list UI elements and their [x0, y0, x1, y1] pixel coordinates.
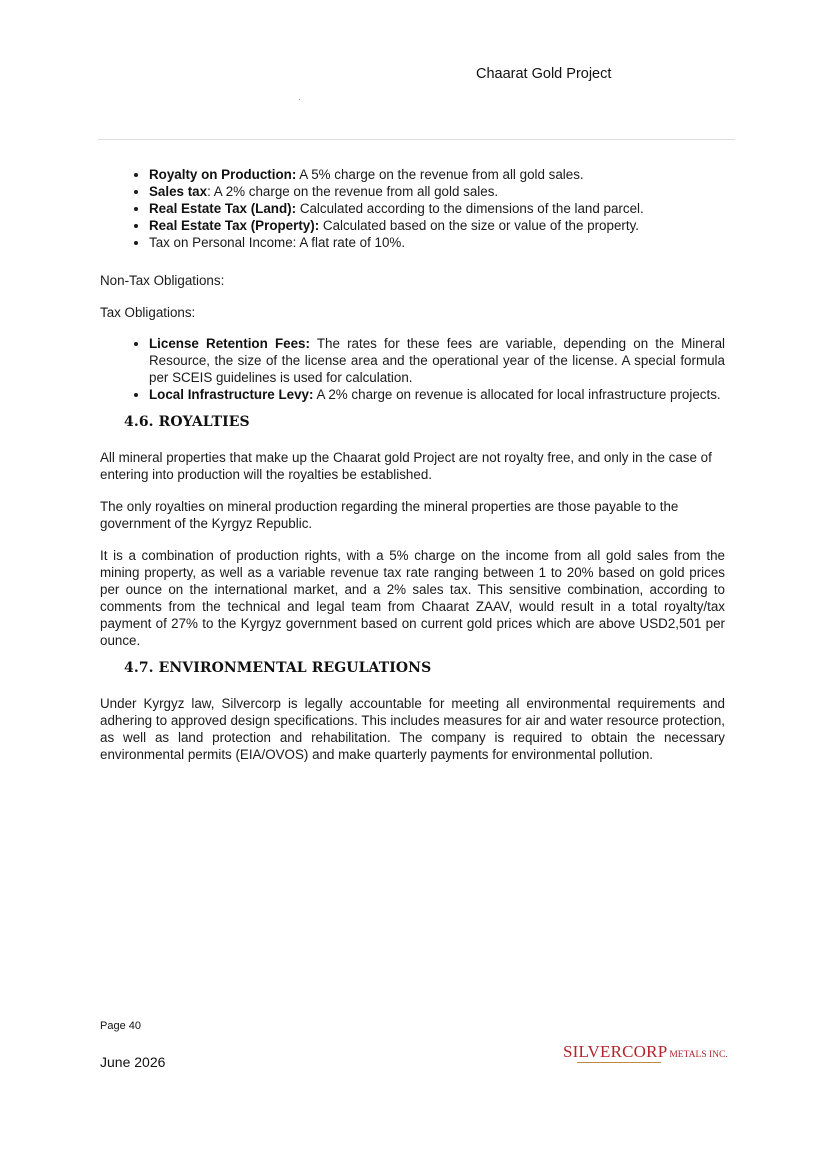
logo-subtitle: METALS INC.: [669, 1050, 728, 1060]
list-item-text: A 2% charge on revenue is allocated for local infrastructure projects.: [313, 387, 721, 402]
list-item-label: Real Estate Tax (Property):: [149, 218, 320, 233]
header-divider: [98, 139, 735, 140]
list-item-label: License Retention Fees:: [149, 336, 310, 351]
royalties-paragraph-2: The only royalties on mineral production regarding the mineral properties are those payable to the government of the Kyrgyz Republic.: [100, 499, 679, 531]
list-item-label: Real Estate Tax (Land):: [149, 201, 297, 216]
list-item-text: Calculated based on the size or value of the property.: [319, 218, 640, 233]
document-date: June 2026: [100, 1054, 166, 1070]
logo-wordmark: SILVERCORP: [563, 1042, 668, 1061]
section-heading-royalties: 4.6. ROYALTIES: [124, 414, 250, 430]
header-title: Chaarat Gold Project: [476, 66, 612, 82]
tax-list-top: [100, 166, 725, 251]
list-item-text: The rates for these fees are variable, depending on the Mineral Resource, the size of the license area and the operational year of the license. A special formula per SCEIS guidelines is used for calculation.: [149, 336, 725, 385]
list-item: [149, 217, 725, 234]
non-tax-obligations-label: Non-Tax Obligations:: [100, 273, 225, 288]
silvercorp-logo: [563, 1042, 728, 1064]
section-heading-environmental: 4.7. ENVIRONMENTAL REGULATIONS: [124, 660, 432, 676]
list-item: [149, 386, 725, 403]
list-item-text: Tax on Personal Income: A flat rate of 10%.: [149, 235, 406, 250]
tax-obligations-list: [100, 335, 725, 403]
page-number: Page 40: [100, 1020, 141, 1032]
list-item: [149, 335, 725, 386]
royalties-paragraph-3: It is a combination of production rights, with a 5% charge on the income from all gold sales from the mining property, as well as a variable revenue tax rate ranging between 1 to 20% based on gold prices per ounce on the international market, and a 2% sales tax. This sensitive combination, according to comments from the technical and legal team from Chaarat ZAAV, would result in a total royalty/tax payment of 27% to the Kyrgyz government based on current gold prices which are above USD2,501 per ounce.: [100, 548, 725, 648]
list-item: [149, 234, 725, 251]
list-item-label: Local Infrastructure Levy:: [149, 387, 314, 402]
main-content: [100, 166, 725, 763]
list-item: [149, 183, 725, 200]
list-item-label: Sales tax: [149, 184, 208, 199]
header-dot-mark: [299, 99, 300, 100]
list-item-text: A 5% charge on the revenue from all gold sales.: [296, 167, 584, 182]
tax-obligations-label: Tax Obligations:: [100, 305, 196, 320]
logo-underline: [577, 1062, 661, 1063]
list-item-label: Royalty on Production:: [149, 167, 297, 182]
list-item-text: : A 2% charge on the revenue from all gold sales.: [207, 184, 499, 199]
list-item: [149, 166, 725, 183]
environmental-paragraph: Under Kyrgyz law, Silvercorp is legally accountable for meeting all environmental requirements and adhering to approved design specifications. This includes measures for air and water resource protection, as well as land protection and rehabilitation. The company is required to obtain the necessary environmental permits (EIA/OVOS) and make quarterly payments for environmental pollution.: [100, 696, 725, 762]
list-item: [149, 200, 725, 217]
royalties-paragraph-1: All mineral properties that make up the Chaarat gold Project are not royalty free, and only in the case of entering into production will the royalties be established.: [100, 450, 712, 482]
list-item-text: Calculated according to the dimensions of the land parcel.: [296, 201, 644, 216]
